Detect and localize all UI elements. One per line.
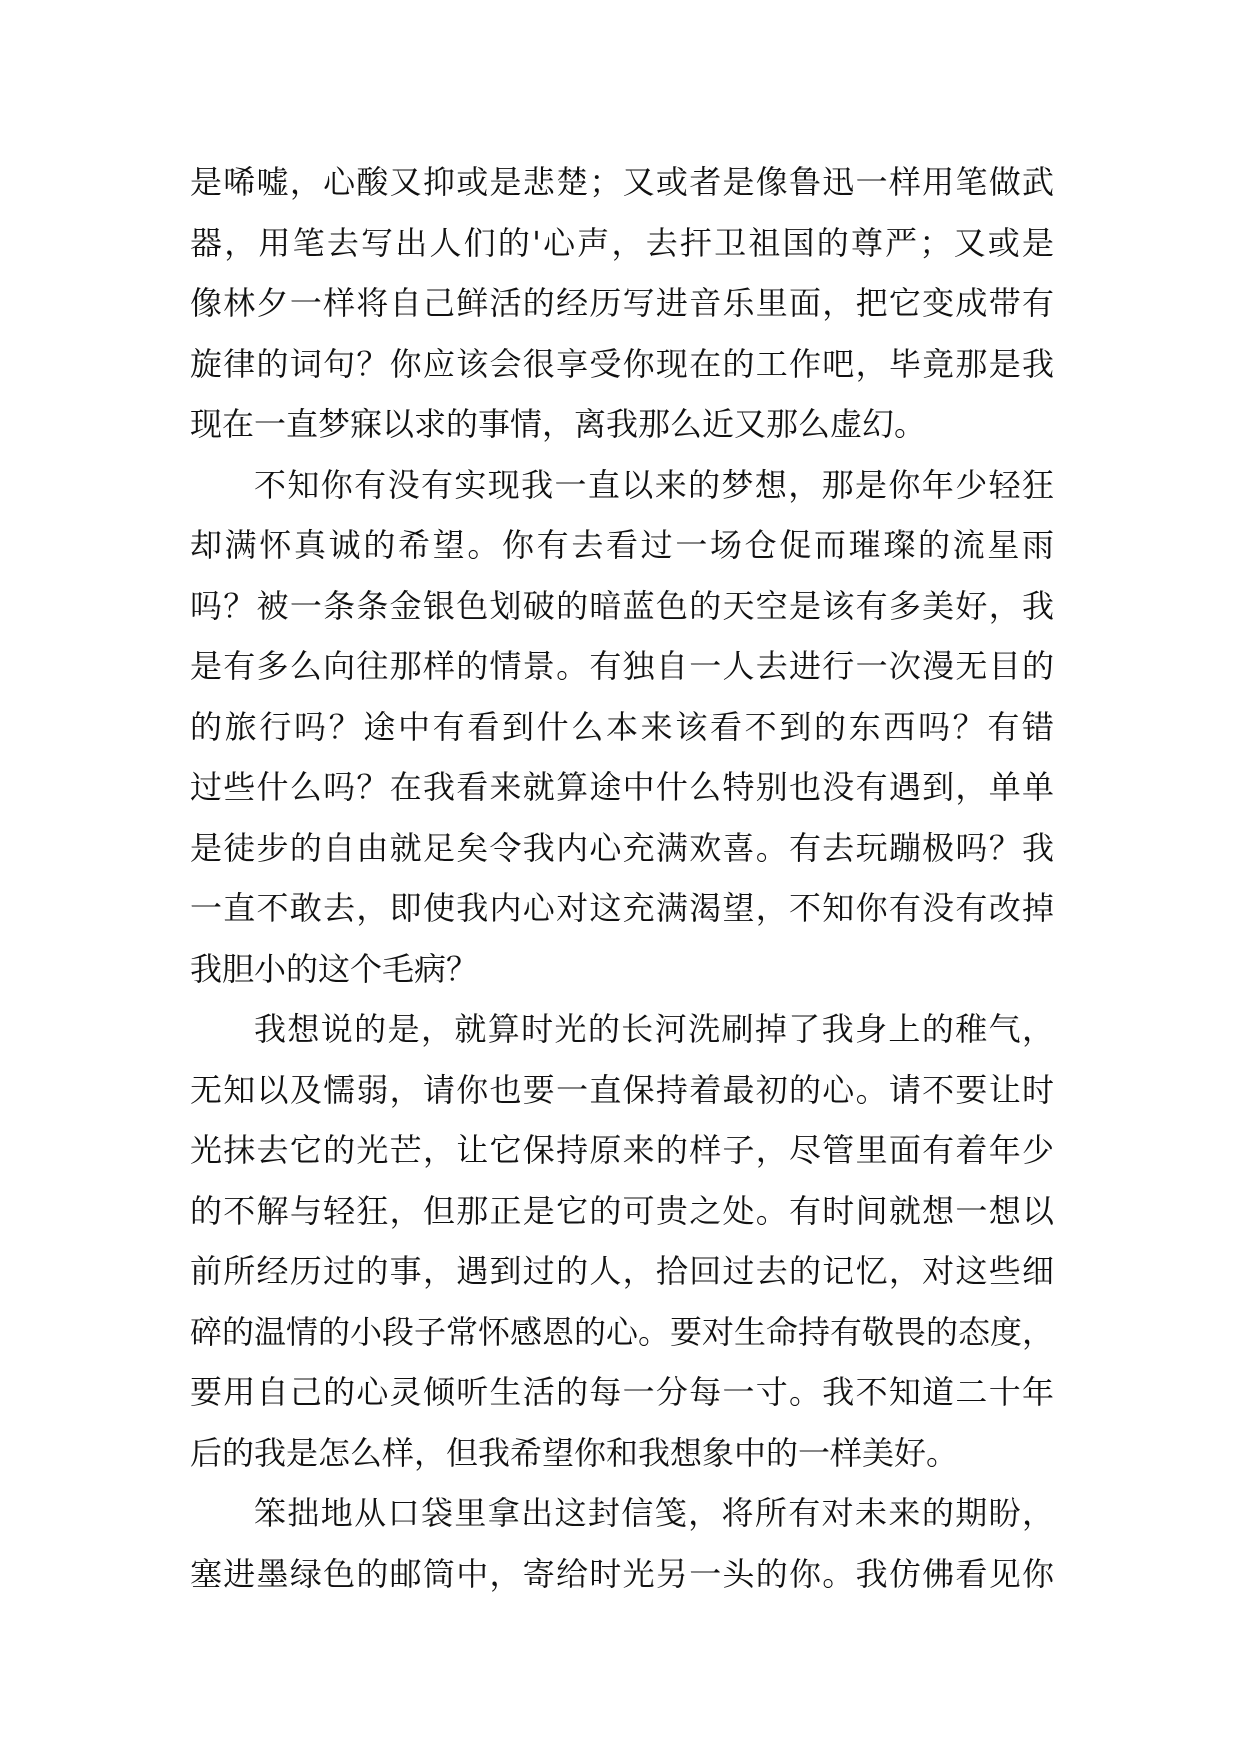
- text-line: 一直不敢去，即使我内心对这充满渴望，不知你有没有改掉: [190, 889, 1054, 927]
- body-text: [190, 152, 1054, 1604]
- text-line: 却满怀真诚的希望。你有去看过一场仓促而璀璨的流星雨: [190, 526, 1054, 564]
- text-line: 我胆小的这个毛病？: [190, 949, 479, 988]
- text-line: 碎的温情的小段子常怀感恩的心。要对生命持有敬畏的态度，: [190, 1312, 1055, 1351]
- paragraph-4: [190, 1483, 1054, 1604]
- text-line: 要用自己的心灵倾听生活的每一分每一寸。我不知道二十年: [190, 1373, 1054, 1411]
- text-line: 旋律的词句？你应该会很享受你现在的工作吧，毕竟那是我: [190, 344, 1054, 383]
- text-line: 器，用笔去写出人们的'心声，去扞卫祖国的尊严；又或是: [190, 223, 1054, 262]
- text-line: 笨拙地从口袋里拿出这封信笺，将所有对未来的期盼，: [254, 1494, 1054, 1532]
- text-line: 的不解与轻狂，但那正是它的可贵之处。有时间就想一想以: [190, 1191, 1054, 1230]
- text-line: 是徒步的自由就足矣令我内心充满欢喜。有去玩蹦极吗？我: [190, 828, 1054, 867]
- text-line: 我想说的是，就算时光的长河洗刷掉了我身上的稚气，: [254, 1010, 1054, 1048]
- text-line: 的旅行吗？途中有看到什么本来该看不到的东西吗？有错: [190, 707, 1054, 746]
- text-line: 前所经历过的事，遇到过的人，拾回过去的记忆，对这些细: [190, 1252, 1054, 1290]
- text-line: 是唏嘘，心酸又抑或是悲楚；又或者是像鲁迅一样用笔做武: [190, 163, 1054, 201]
- text-line: 吗？被一条条金银色划破的暗蓝色的天空是该有多美好，我: [190, 586, 1054, 625]
- text-line: 无知以及懦弱，请你也要一直保持着最初的心。请不要让时: [190, 1070, 1054, 1109]
- text-line: 现在一直梦寐以求的事情，离我那么近又那么虚幻。: [190, 405, 927, 443]
- paragraph-1: [190, 152, 1054, 455]
- text-line: 像林夕一样将自己鲜活的经历写进音乐里面，把它变成带有: [190, 284, 1054, 322]
- text-line: 是有多么向往那样的情景。有独自一人去进行一次漫无目的: [190, 647, 1054, 685]
- paragraph-3: [190, 999, 1054, 1483]
- text-line: 后的我是怎么样，但我希望你和我想象中的一样美好。: [190, 1433, 959, 1472]
- text-line: 不知你有没有实现我一直以来的梦想，那是你年少轻狂: [254, 465, 1054, 504]
- text-line: 塞进墨绿色的邮筒中，寄给时光另一头的你。我仿佛看见你: [190, 1554, 1054, 1593]
- text-line: 过些什么吗？在我看来就算途中什么特别也没有遇到，单单: [190, 768, 1054, 806]
- text-line: 光抹去它的光芒，让它保持原来的样子，尽管里面有着年少: [190, 1131, 1054, 1169]
- paragraph-2: [190, 455, 1054, 1000]
